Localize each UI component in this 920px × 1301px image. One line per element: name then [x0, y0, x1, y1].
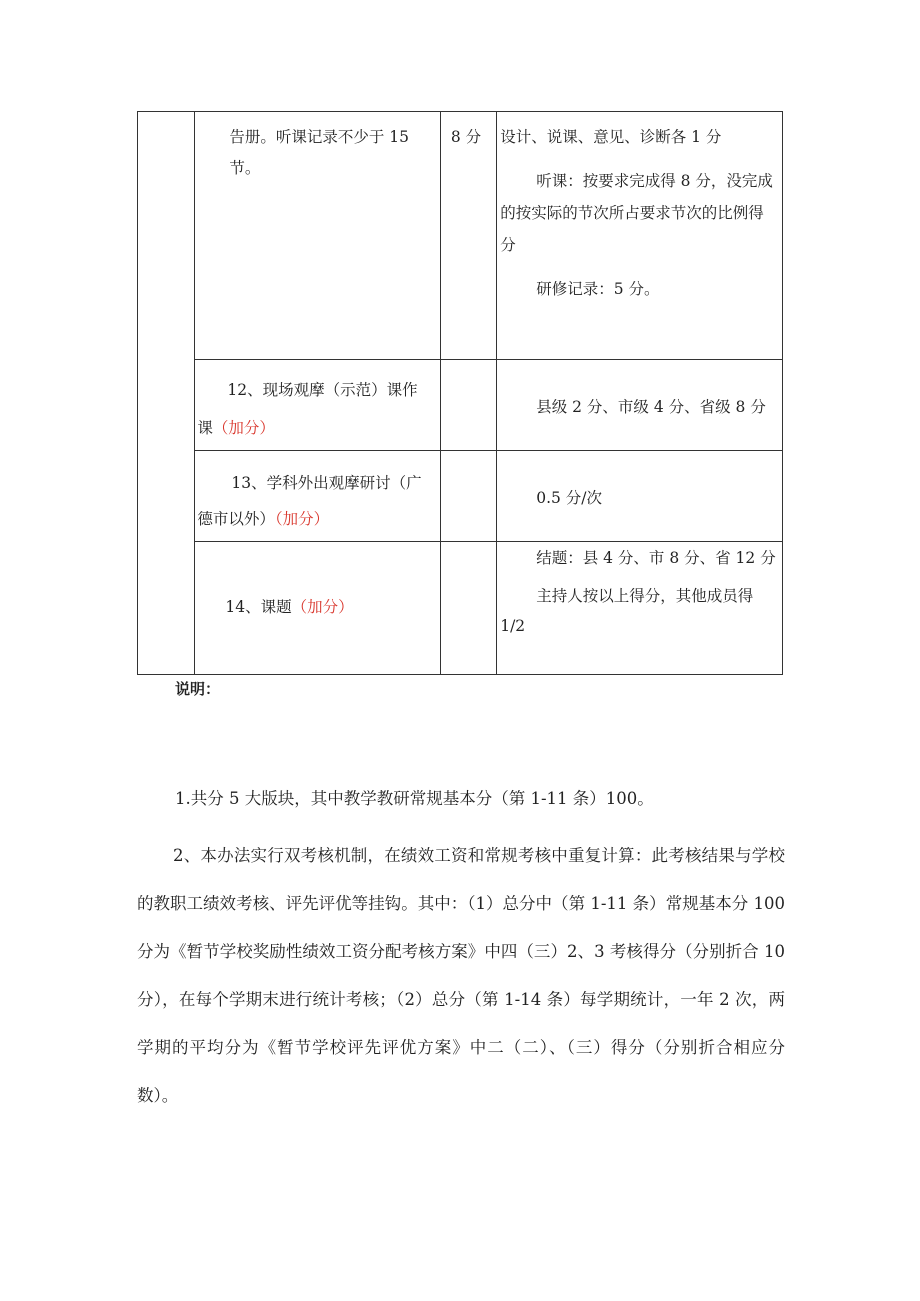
- item-text: [195, 542, 440, 619]
- score-cell: [440, 112, 496, 360]
- item-cell: [195, 542, 441, 675]
- category-cell: [138, 112, 195, 675]
- table-row: [138, 542, 783, 675]
- rule-cell: [497, 451, 783, 542]
- table-row: [138, 360, 783, 451]
- note-item-2: 2、本办法实行双考核机制，在绩效工资和常规考核中重复计算：此考核结果与学校的教职工绩效考核、评先评优等挂钩。其中：（1）总分中（第 1-11 条）常规基本分 100 分为《暂节学校奖励性绩效工资分配考核方案》中四（三）2、3 考核得分（分别折合 10 分），在每个学期末进行统计考核；（2）总分（第 1-14 条）每学期统计，一年 2 次，两学期的平均分为《暂节学校评先评优方案》中二（二）、（三）得分（分别折合相应分数）。: [137, 846, 785, 1105]
- bonus-tag: （加分）: [291, 598, 354, 616]
- score-text: 8 分: [450, 128, 482, 146]
- bonus-tag: （加分）: [212, 419, 275, 437]
- rule-cell: [497, 112, 783, 360]
- score-cell: [440, 360, 496, 451]
- rule-text: 0.5 分/次: [536, 489, 603, 507]
- bonus-tag: （加分）: [274, 510, 330, 528]
- item-text: 告册。听课记录不少于 15 节。: [229, 128, 409, 177]
- item-cell: [195, 112, 441, 360]
- item-label: 13、学科外出观摩研讨（广德市以外）: [197, 474, 422, 528]
- score-cell: [440, 542, 496, 675]
- item-text: [195, 451, 440, 537]
- rule-text-1: 结题：县 4 分、市 8 分、省 12 分: [536, 549, 776, 567]
- score-cell: [440, 451, 496, 542]
- rule-text-2: 主持人按以上得分，其他成员得 1/2: [500, 587, 754, 635]
- rule-text-2: 听课：按要求完成得 8 分，没完成的按实际的节次所占要求节次的比例得分: [500, 172, 773, 254]
- note-item-1: 1.共分 5 大版块，其中教学教研常规基本分（第 1-11 条）100。: [175, 789, 654, 808]
- table-row: [138, 451, 783, 542]
- rule-cell: [497, 542, 783, 675]
- rule-text: 县级 2 分、市级 4 分、省级 8 分: [536, 398, 766, 416]
- notes-title: 说明：: [175, 680, 221, 698]
- item-text: [195, 360, 440, 447]
- assessment-table: [137, 111, 783, 675]
- rule-text-3: 研修记录：5 分。: [536, 280, 660, 298]
- item-cell: [195, 360, 441, 451]
- rule-text-1: 设计、说课、意见、诊断各 1 分: [500, 128, 722, 146]
- item-label: 12、现场观摩（示范）课作课: [197, 381, 418, 437]
- item-cell: [195, 451, 441, 542]
- table-row: [138, 112, 783, 360]
- rule-cell: [497, 360, 783, 451]
- item-label: 14、课题: [225, 598, 292, 616]
